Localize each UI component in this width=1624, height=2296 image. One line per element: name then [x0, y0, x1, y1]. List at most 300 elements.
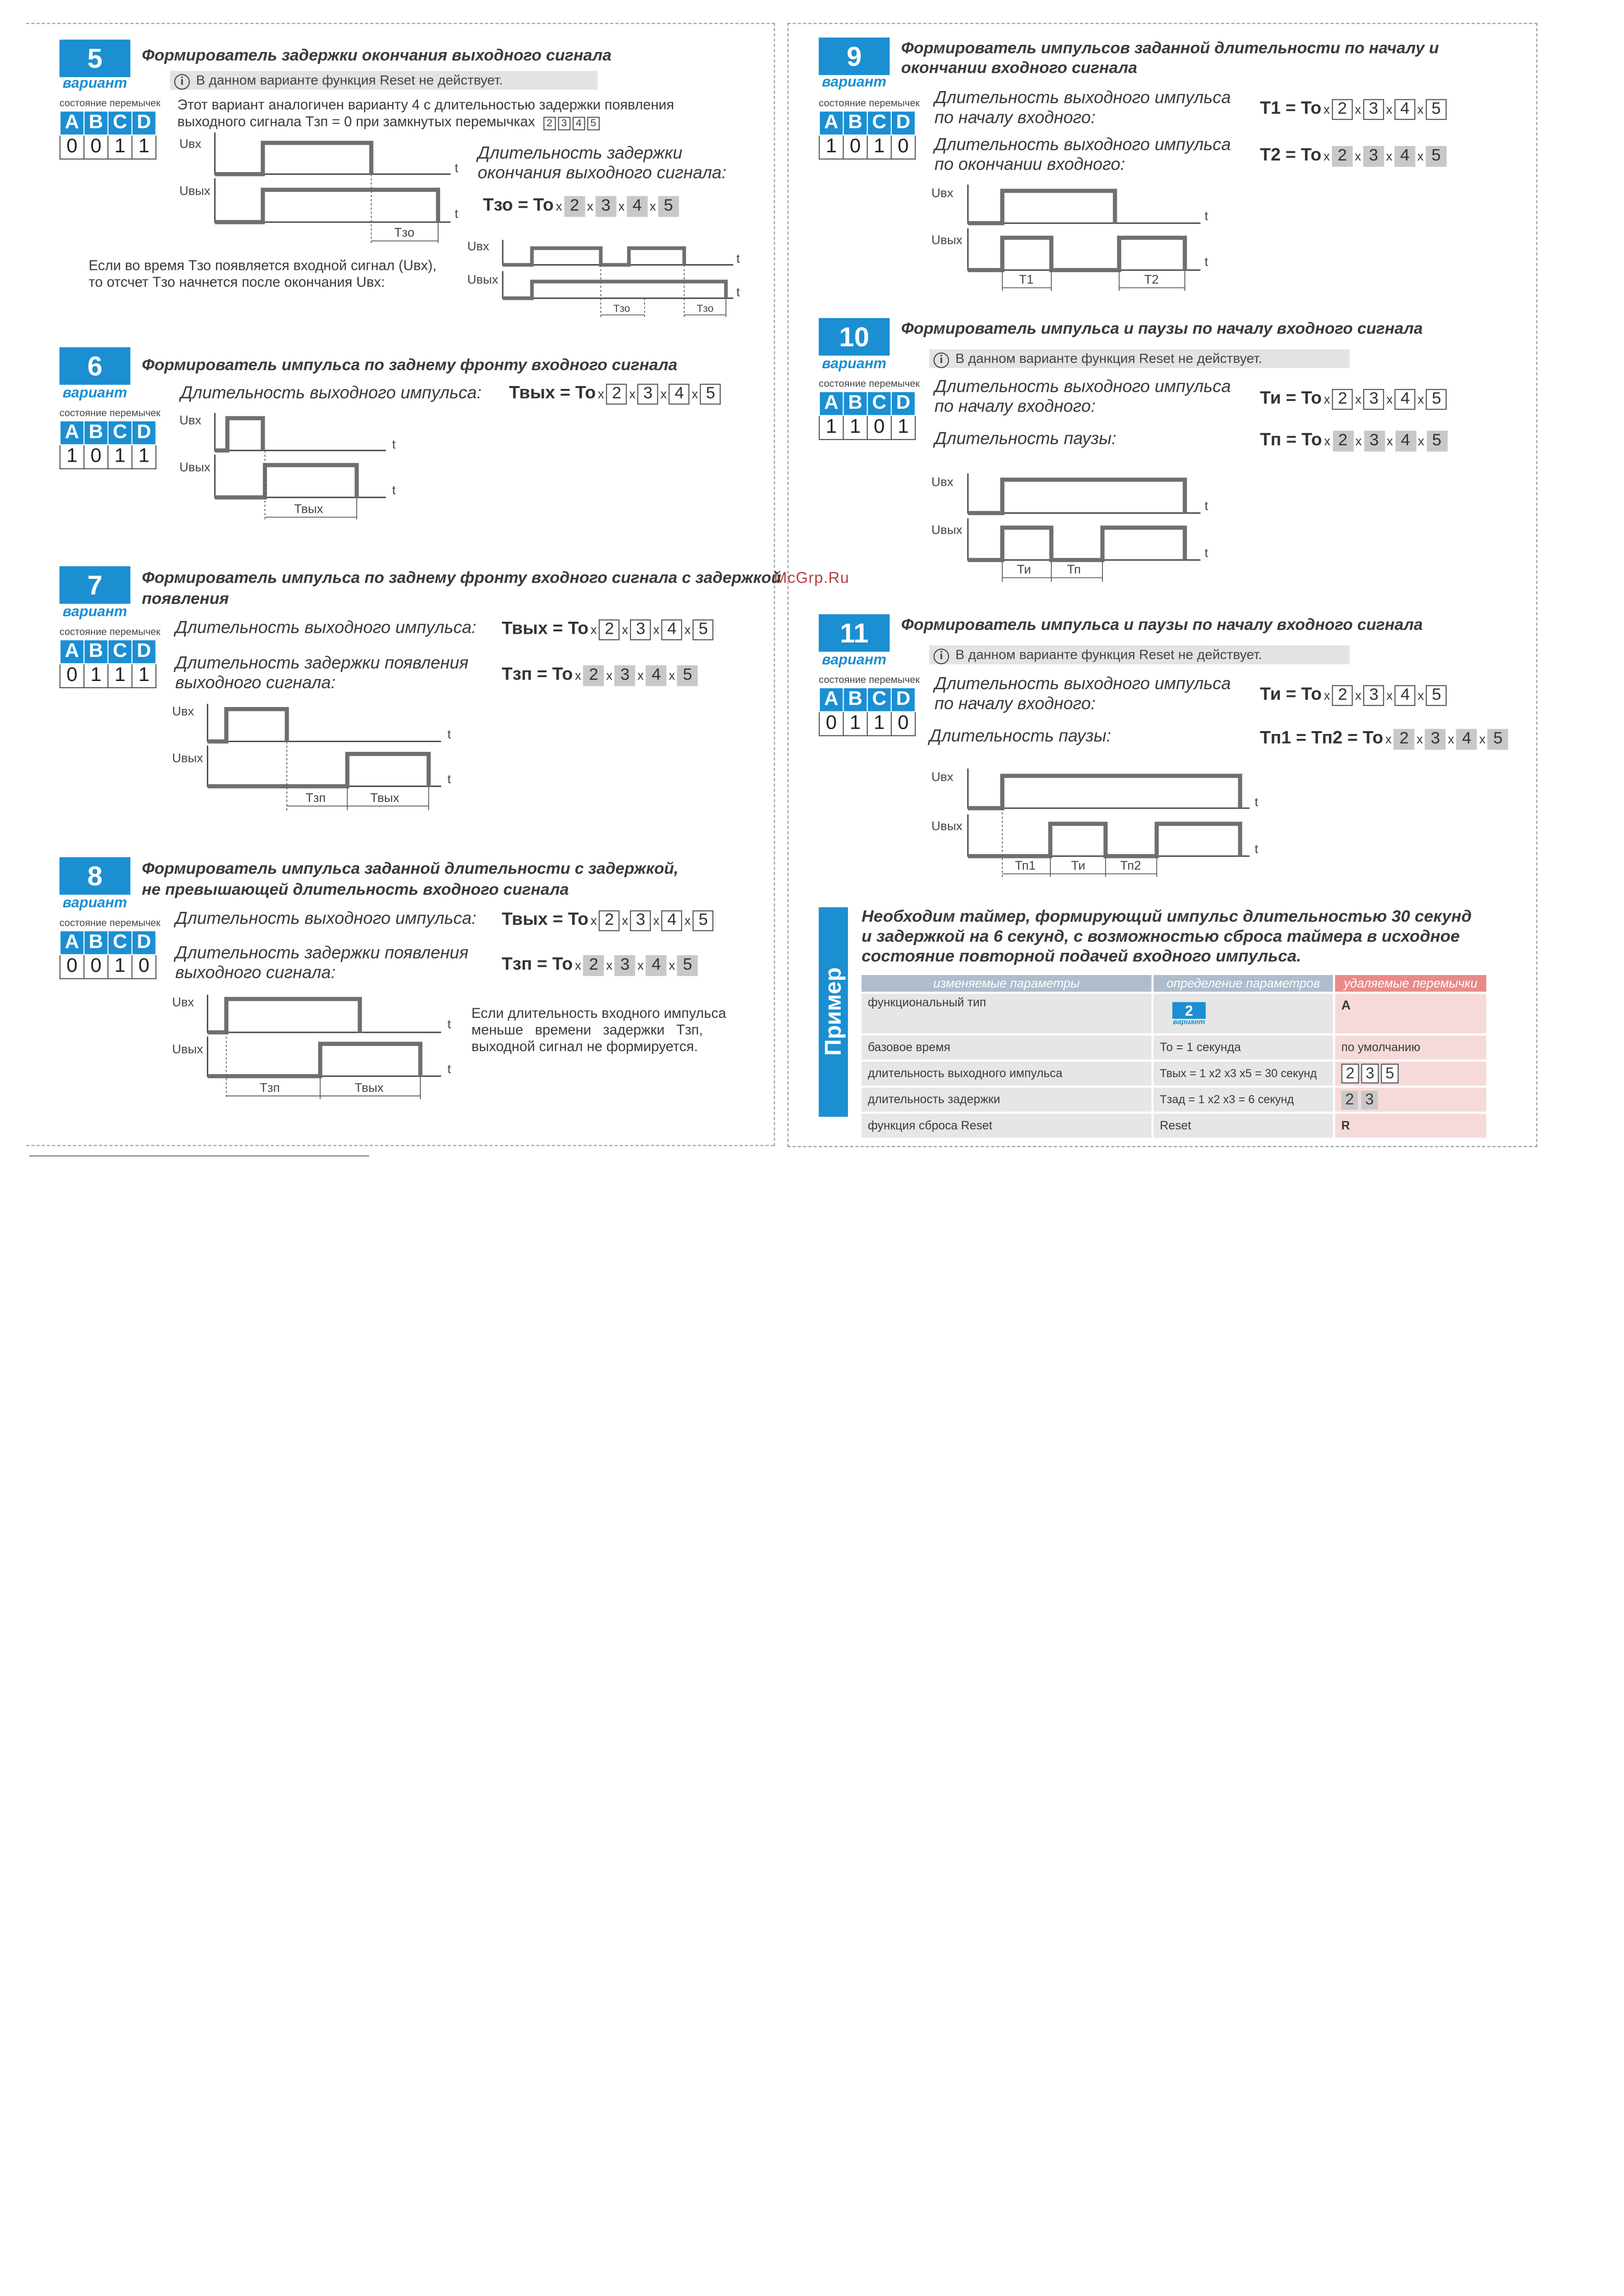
def-cell: Reset	[1153, 1113, 1334, 1139]
mult-sign: x	[622, 913, 629, 928]
param-cell: длительность выходного импульса	[861, 1060, 1153, 1086]
variant-10-number: 10	[819, 318, 890, 356]
formula-box: 3	[1425, 729, 1446, 749]
formula-box: 3	[1364, 389, 1384, 410]
jumper-c: C	[867, 391, 891, 415]
tout-label: Твых	[294, 501, 323, 516]
t-label: t	[1205, 545, 1208, 560]
param-cell: функция сброса Reset	[861, 1113, 1153, 1139]
formula-box: 3	[615, 955, 635, 976]
variant-10-title: Формирователь импульса и паузы по началу входного сигнала	[901, 320, 1423, 338]
uout-label: Uвых	[179, 183, 211, 198]
variant-10-line2: Длительность паузы:	[934, 429, 1116, 449]
formula-box: 2	[599, 619, 619, 640]
variant-6-title: Формирователь импульса по заднему фронту входного сигнала	[142, 356, 678, 374]
mult-sign: x	[669, 958, 675, 973]
mult-sign: x	[1386, 392, 1393, 407]
jumper-b-value: 1	[843, 415, 867, 440]
mult-sign: x	[1386, 688, 1393, 703]
jumper-a-value: 0	[60, 955, 84, 979]
jumper-d-value: 1	[132, 664, 156, 688]
t-label: t	[1205, 208, 1208, 223]
variant-9-title-line1: Формирователь импульсов заданной длительности по началу и	[901, 40, 1439, 58]
jumper-d-value: 1	[132, 135, 156, 159]
jumper-box: 5	[587, 117, 600, 130]
t-label: t	[455, 160, 458, 175]
uin-axis	[215, 133, 451, 174]
info-icon: i	[174, 74, 189, 90]
jumper-d: D	[132, 111, 156, 135]
mult-sign: x	[587, 199, 593, 214]
variant-5-note-text: В данном варианте функция Reset не действует.	[196, 72, 503, 88]
mult-sign: x	[606, 668, 613, 683]
tout-label: Твых	[354, 1080, 384, 1095]
variant-9-number: 9	[819, 38, 890, 75]
jumper-c: C	[867, 111, 891, 135]
mult-sign: x	[653, 622, 659, 638]
mult-sign: x	[1479, 732, 1486, 747]
variant-11-title: Формирователь импульса и паузы по началу входного сигнала	[901, 616, 1423, 634]
uin-signal	[968, 191, 1115, 223]
jumper-c-value: 1	[108, 664, 132, 688]
formula-lhs: Тзп = То	[501, 954, 573, 974]
variant-6-jumpers	[59, 420, 156, 469]
variant-8-extra-line3: выходной сигнал не формируется.	[471, 1039, 698, 1055]
jumper-box: 3	[1361, 1090, 1378, 1109]
mult-sign: x	[1323, 149, 1330, 164]
jumper-a-value: 0	[60, 135, 84, 159]
jumper-d-value: 0	[891, 135, 915, 159]
mult-sign: x	[1324, 688, 1330, 703]
tzo-label: Тзо	[697, 302, 714, 314]
variant-11-formula1	[1260, 683, 1447, 707]
variant-10-label: вариант	[821, 354, 886, 372]
jumper-label: состояние перемычек	[819, 378, 920, 390]
formula-box: 3	[595, 196, 616, 217]
ti-label: Ти	[1017, 562, 1031, 577]
tp2-label: Тп2	[1120, 858, 1141, 873]
bottom-rule	[29, 1155, 369, 1156]
jumper-b: B	[84, 640, 108, 664]
formula-lhs: Тп1 = Тп2 = То	[1260, 728, 1383, 748]
formula-box: 5	[693, 619, 713, 640]
t-label: t	[1205, 498, 1208, 513]
jumper-b: B	[843, 111, 867, 135]
mult-sign: x	[622, 622, 629, 638]
variant-9-formula2	[1260, 144, 1447, 168]
watermark: McGrp.Ru	[774, 569, 849, 587]
uin-label: Uвх	[172, 994, 194, 1009]
uout-signal	[968, 528, 1185, 560]
mult-sign: x	[669, 668, 675, 683]
example-table	[861, 975, 1488, 1140]
mult-sign: x	[1448, 732, 1454, 747]
uin-signal	[208, 709, 287, 741]
variant-10-note	[929, 349, 1350, 368]
jumper-a-value: 1	[819, 415, 844, 440]
jumper-b-value: 0	[843, 135, 867, 159]
variant-8-formula2	[502, 953, 698, 977]
variant-10-line1a: Длительность выходного импульса	[934, 377, 1231, 397]
jumper-a: A	[819, 391, 844, 415]
def-cell: Тзад = 1 x2 x3 = 6 секунд	[1153, 1087, 1334, 1113]
jumper-c-value: 0	[867, 415, 891, 440]
ti-label: Ти	[1071, 858, 1086, 873]
variant-11-line1b: по началу входного:	[934, 694, 1096, 713]
formula-box: 4	[1395, 389, 1415, 410]
mult-sign: x	[575, 668, 581, 683]
formula-lhs: Твых = То	[501, 618, 589, 639]
jumper-b: B	[84, 931, 108, 955]
variant-7-line2a: Длительность задержки появления	[175, 654, 469, 673]
variant-9-label: вариант	[821, 73, 886, 90]
formula-box: 4	[1395, 146, 1415, 167]
uin-signal	[215, 418, 263, 451]
t-label: t	[736, 284, 740, 299]
variant-6-number: 6	[59, 347, 130, 385]
jumper-label: состояние перемычек	[59, 98, 161, 110]
jumper-c-value: 1	[108, 135, 132, 159]
mult-sign: x	[1418, 688, 1424, 703]
variant-5-desc-line2-text: выходного сигнала Тзп = 0 при замкнутых перемычках	[177, 113, 536, 130]
formula-box: 5	[677, 955, 698, 976]
example-side-bar	[819, 907, 848, 1117]
variant-9-line2a: Длительность выходного импульса	[934, 135, 1231, 155]
jumper-c: C	[108, 640, 132, 664]
variant-badge-num: 2	[1172, 1001, 1206, 1018]
variant-badge-label: вариант	[1173, 1018, 1206, 1026]
formula-box: 4	[1395, 685, 1415, 706]
formula-box: 4	[1395, 99, 1415, 120]
variant-7-timing-diagram	[172, 702, 464, 812]
mult-sign: x	[1418, 392, 1424, 407]
t-label: t	[455, 206, 458, 221]
header-remove: удаляемые перемычки	[1334, 975, 1487, 993]
uout-axis	[215, 178, 451, 222]
variant-9-formula1	[1260, 97, 1447, 121]
variant-11-line1a: Длительность выходного импульса	[934, 674, 1231, 694]
variant-7-line2b: выходного сигнала:	[175, 673, 336, 693]
mult-sign: x	[598, 387, 604, 402]
formula-lhs: Твых = То	[501, 909, 589, 929]
param-cell: длительность задержки	[861, 1087, 1153, 1113]
uin-signal	[215, 143, 372, 174]
def-cell: Твых = 1 x2 x3 x5 = 30 секунд	[1153, 1060, 1334, 1086]
variant-5-title: Формирователь задержки окончания выходного сигнала	[142, 47, 612, 65]
jumper-a-value: 0	[819, 712, 844, 736]
uout-signal	[208, 754, 429, 786]
jumper-b-value: 0	[84, 955, 108, 979]
variant-7-number: 7	[59, 566, 130, 604]
jumper-box: 2	[543, 117, 556, 130]
variant-9-timing-diagram	[931, 183, 1223, 293]
formula-box: 3	[630, 910, 651, 931]
t-label: t	[447, 1061, 451, 1076]
jumper-c-value: 1	[867, 135, 891, 159]
jumper-d-value: 1	[132, 445, 156, 469]
formula-box: 2	[1332, 99, 1353, 120]
variant-11-formula2	[1260, 727, 1508, 751]
uout-signal	[503, 281, 726, 298]
mult-sign: x	[637, 958, 644, 973]
mult-sign: x	[629, 387, 636, 402]
formula-box: 5	[700, 384, 721, 404]
formula-box: 2	[583, 665, 604, 686]
variant-5-number: 5	[59, 40, 130, 77]
formula-box: 2	[1332, 146, 1353, 167]
mult-sign: x	[1417, 102, 1424, 117]
variant-5-right-line1: Длительность задержки	[477, 144, 683, 163]
t1-label: Т1	[1019, 272, 1034, 287]
variant-10-note-text: В данном варианте функция Reset не действует.	[955, 350, 1262, 366]
formula-box: 4	[646, 665, 667, 686]
jumper-d: D	[132, 931, 156, 955]
variant-8-number: 8	[59, 857, 130, 895]
t-label: t	[392, 482, 396, 497]
t-label: t	[392, 437, 396, 452]
t-label: t	[447, 1016, 451, 1031]
uin-label: Uвх	[179, 136, 201, 151]
example-title-line1: Необходим таймер, формирующий импульс длительностью 30 секунд	[861, 908, 1472, 926]
uout-label: Uвых	[931, 232, 963, 247]
uin-label: Uвх	[172, 704, 194, 719]
formula-lhs: Т2 = То	[1260, 145, 1322, 165]
formula-box: 4	[627, 196, 647, 217]
remove-cell	[1334, 1060, 1487, 1086]
jumper-a: A	[60, 931, 84, 955]
jumper-d-value: 0	[891, 712, 915, 736]
formula-lhs: Твых = То	[509, 383, 596, 403]
variant-6-line1: Длительность выходного импульса:	[180, 384, 482, 403]
mult-sign: x	[1323, 102, 1330, 117]
uin-label: Uвх	[931, 185, 953, 200]
formula-box: 3	[1363, 99, 1384, 120]
variant-8-title-line1: Формирователь импульса заданной длительности с задержкой,	[142, 860, 679, 878]
formula-box: 2	[599, 910, 619, 931]
jumper-d: D	[891, 391, 915, 415]
tzp-label: Тзп	[305, 790, 326, 805]
variant-6-formula	[509, 382, 721, 406]
variant-5-label: вариант	[62, 74, 127, 91]
variant-11-note	[929, 645, 1350, 664]
mult-sign: x	[591, 913, 597, 928]
tzo-label: Тзо	[394, 225, 415, 240]
uout-label: Uвых	[931, 818, 963, 833]
variant-8-line1: Длительность выходного импульса:	[175, 909, 477, 928]
uout-axis	[503, 271, 733, 298]
jumper-d: D	[132, 640, 156, 664]
variant-8-label: вариант	[62, 894, 127, 910]
jumper-b-value: 0	[84, 135, 108, 159]
table-row	[861, 1034, 1487, 1060]
uout-signal	[968, 238, 1185, 270]
param-cell: базовое время	[861, 1034, 1153, 1060]
mult-sign: x	[1324, 434, 1330, 449]
t-label: t	[1205, 254, 1208, 269]
uin-signal	[968, 776, 1240, 808]
variant-10-formula2	[1260, 428, 1447, 453]
mult-sign: x	[660, 387, 667, 402]
jumper-d: D	[891, 688, 915, 712]
info-icon: i	[934, 649, 949, 664]
formula-box: 3	[1364, 431, 1384, 452]
uin-label: Uвх	[467, 239, 489, 254]
jumper-a-value: 1	[819, 135, 844, 159]
jumper-label: состояние перемычек	[819, 98, 920, 110]
table-row	[861, 1060, 1487, 1086]
example-title-line3: состояние повторной подачей входного импульса.	[861, 948, 1302, 966]
formula-box: 2	[564, 196, 585, 217]
variant-5-right-line2: окончания выходного сигнала:	[477, 163, 726, 183]
formula-box: 5	[677, 665, 698, 686]
variant-10-jumpers	[819, 391, 916, 440]
jumper-a: A	[819, 688, 844, 712]
jumper-box: 5	[1381, 1064, 1399, 1083]
jumper-label: состояние перемычек	[59, 408, 161, 419]
jumper-a: A	[60, 111, 84, 135]
variant-8-extra-line2: меньше времени задержки Тзп,	[471, 1022, 703, 1038]
formula-lhs: Т1 = То	[1260, 98, 1322, 118]
t2-label: Т2	[1144, 272, 1159, 287]
jumper-c: C	[108, 111, 132, 135]
uout-axis	[968, 814, 1249, 856]
jumper-d: D	[891, 111, 915, 135]
variant-6-label: вариант	[62, 384, 127, 400]
jumper-c: C	[108, 931, 132, 955]
header-definition: определение параметров	[1153, 975, 1334, 993]
t-label: t	[447, 771, 451, 786]
uin-label: Uвх	[179, 413, 201, 427]
mult-sign: x	[555, 199, 562, 214]
uout-label: Uвых	[179, 459, 211, 474]
formula-box: 2	[1332, 685, 1353, 706]
jumper-b: B	[843, 391, 867, 415]
mult-sign: x	[1386, 149, 1393, 164]
mult-sign: x	[1385, 732, 1392, 747]
uin-label: Uвх	[931, 769, 953, 784]
t-label: t	[736, 251, 740, 266]
mult-sign: x	[1416, 732, 1423, 747]
remove-cell	[1334, 1087, 1487, 1113]
uout-signal	[968, 824, 1240, 856]
jumper-d: D	[132, 421, 156, 445]
variant-5-note	[170, 71, 598, 90]
variant-5-timing-diagram	[177, 130, 470, 245]
variant-5-extra-line2: то отсчет Тзо начнется после окончания Uвх:	[88, 274, 385, 290]
mult-sign: x	[618, 199, 625, 214]
formula-box: 4	[1456, 729, 1477, 749]
table-row	[861, 1087, 1487, 1113]
mult-sign: x	[653, 913, 659, 928]
jumper-label: состояние перемычек	[59, 918, 161, 929]
formula-box: 5	[1426, 431, 1447, 452]
variant-9-line1a: Длительность выходного импульса	[934, 88, 1231, 107]
formula-lhs: Ти = То	[1260, 387, 1322, 408]
jumper-label: состояние перемычек	[59, 627, 161, 639]
jumper-c: C	[108, 421, 132, 445]
variant-badge	[1172, 1001, 1206, 1026]
jumper-c-value: 1	[108, 955, 132, 979]
variant-11-jumpers	[819, 687, 916, 736]
variant-8-line2a: Длительность задержки появления	[175, 944, 469, 963]
variant-7-jumpers	[59, 639, 156, 688]
uin-label: Uвх	[931, 474, 953, 489]
header-params: изменяемые параметры	[861, 975, 1153, 993]
formula-lhs: Тп = То	[1260, 429, 1322, 450]
remove-cell: по умолчанию	[1334, 1034, 1487, 1060]
left-bottom-border	[26, 1145, 774, 1146]
jumper-d-value: 0	[132, 955, 156, 979]
jumper-b-value: 1	[84, 664, 108, 688]
formula-lhs: Ти = То	[1260, 684, 1322, 704]
variant-9-line1b: по началу входного:	[934, 108, 1096, 127]
uin-signal	[968, 480, 1185, 513]
table-row	[861, 993, 1487, 1035]
jumper-a-value: 0	[60, 664, 84, 688]
mult-sign: x	[692, 387, 698, 402]
jumper-c: C	[867, 688, 891, 712]
uout-signal	[215, 190, 438, 222]
mult-sign: x	[1418, 434, 1424, 449]
uout-label: Uвых	[931, 522, 963, 537]
variant-11-timing-diagram	[931, 766, 1275, 879]
variant-11-line2: Длительность паузы:	[929, 727, 1112, 746]
mult-sign: x	[649, 199, 656, 214]
jumper-d-value: 1	[891, 415, 915, 440]
variant-7-formula2	[502, 663, 698, 687]
formula-box: 5	[658, 196, 679, 217]
jumper-b: B	[843, 688, 867, 712]
variant-5-extra-line1: Если во время Тзо появляется входной сигнал (Uвх),	[88, 257, 437, 273]
param-cell: функциональный тип	[861, 993, 1153, 1035]
t-label: t	[447, 726, 451, 741]
jumper-label: состояние перемычек	[819, 674, 920, 686]
variant-8-title-line2: не превышающей длительность входного сигнала	[142, 881, 569, 899]
variant-7-line1: Длительность выходного импульса:	[175, 618, 477, 638]
mult-sign: x	[1386, 102, 1393, 117]
variant-5-jumpers	[59, 110, 156, 160]
remove-cell: A	[1334, 993, 1487, 1035]
formula-box: 5	[1426, 685, 1447, 706]
mult-sign: x	[1355, 149, 1361, 164]
mult-sign: x	[575, 958, 581, 973]
variant-8-extra-line1: Если длительность входного импульса	[471, 1005, 726, 1021]
uout-signal	[208, 1044, 420, 1076]
jumper-b-value: 0	[84, 445, 108, 469]
variant-5-extra-diagram	[467, 238, 749, 319]
uout-label: Uвых	[172, 1041, 203, 1056]
def-cell: То = 1 секунда	[1153, 1034, 1334, 1060]
variant-9-jumpers	[819, 110, 916, 160]
jumper-box: 4	[572, 117, 585, 130]
jumper-c-value: 1	[108, 445, 132, 469]
mult-sign: x	[591, 622, 597, 638]
jumper-c-value: 1	[867, 712, 891, 736]
variant-10-line1b: по началу входного:	[934, 397, 1096, 416]
formula-box: 3	[638, 384, 658, 404]
variant-7-title-line1: Формирователь импульса по заднему фронту входного сигнала с задержкой	[142, 569, 781, 587]
tout-label: Твых	[370, 790, 400, 805]
formula-box: 3	[1363, 146, 1384, 167]
jumper-box: 3	[558, 117, 570, 130]
formula-box: 2	[583, 955, 604, 976]
formula-box: 4	[1395, 431, 1416, 452]
jumper-box: 2	[1342, 1090, 1358, 1109]
mult-sign: x	[1355, 434, 1362, 449]
jumper-b-value: 1	[843, 712, 867, 736]
tzo-label: Тзо	[613, 302, 631, 314]
formula-box: 2	[1394, 729, 1414, 749]
